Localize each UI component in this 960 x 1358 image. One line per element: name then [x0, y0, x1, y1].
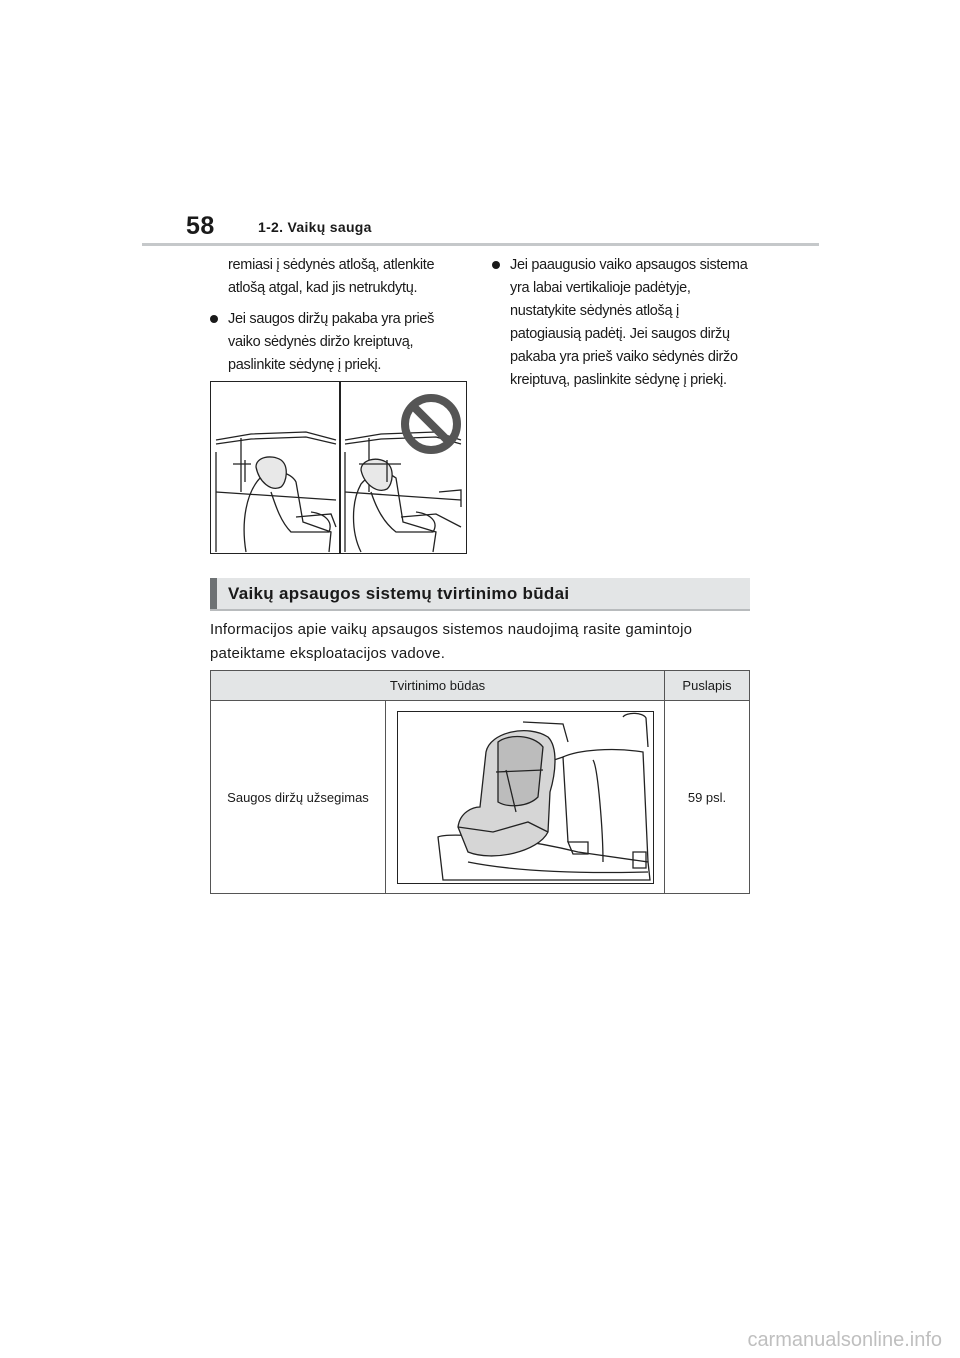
- heading-accent-bar: [210, 578, 217, 609]
- section-label: 1-2. Vaikų sauga: [258, 219, 372, 235]
- bullet-item: [210, 308, 460, 377]
- header-method: Tvirtinimo būdas: [211, 671, 665, 701]
- header-rule: [142, 243, 819, 246]
- header-page: Puslapis: [665, 671, 750, 701]
- heading-text: Vaikų apsaugos sistemų tvirtinimo būdai: [228, 584, 570, 603]
- child-seat-belt-illustration: [398, 712, 653, 883]
- panel-divider: [339, 382, 341, 553]
- bullet-text: Jei saugos diržų pakaba yra prieš vaiko sėdynės diržo kreiptuvą, paslinkite sėdynę į priekį.: [228, 311, 435, 373]
- table-header-row: [211, 671, 750, 701]
- footer-watermark: carmanualsonline.info: [747, 1329, 942, 1351]
- right-column: [492, 254, 750, 400]
- bullet-item: [492, 254, 750, 392]
- child-seat-illustration: [397, 711, 654, 884]
- page-cell: 59 psl.: [665, 701, 750, 894]
- bullet-text: Jei paaugusio vaiko apsaugos sistema yra labai vertikalioje padėtyje, nustatykite sėdynės atlošą į patogiausią padėtį. Jei saugos diržų pakaba yra prieš vaiko sėdynės diržo kreiptuvą, paslinkite sėdynę į priekį.: [510, 257, 748, 388]
- bullet-icon: [210, 315, 218, 323]
- method-cell: Saugos diržų užsegimas: [211, 701, 386, 894]
- intro-paragraph: Informacijos apie vaikų apsaugos sistemos naudojimą rasite gamintojo pateiktame eksploatacijos vadove.: [210, 621, 693, 662]
- seat-position-illustration: [210, 381, 467, 554]
- section-heading: [210, 578, 750, 611]
- table-row: [211, 701, 750, 894]
- bullet-icon: [492, 261, 500, 269]
- method-illustration-cell: [386, 701, 665, 894]
- page-number: 58: [186, 212, 215, 240]
- left-column: [210, 254, 460, 385]
- methods-table: [210, 670, 750, 894]
- continuation-text: remiasi į sėdynės atlošą, atlenkite atlošą atgal, kad jis netrukdytų.: [228, 257, 435, 296]
- no-entry-icon: [405, 398, 457, 450]
